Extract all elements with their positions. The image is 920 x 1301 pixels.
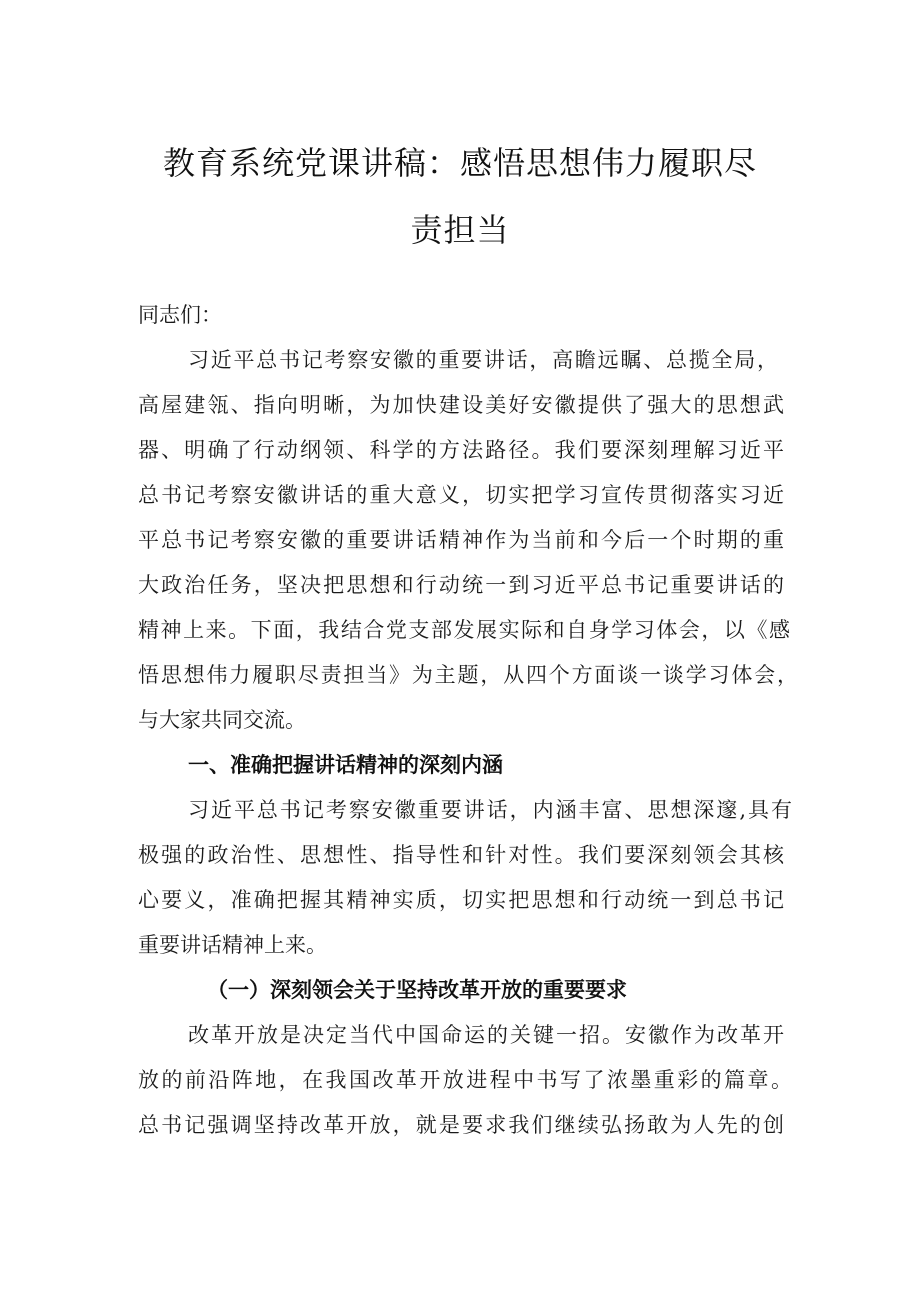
para3-line-1: 改革开放是决定当代中国命运的关键一招。安徽作为改革开 bbox=[188, 1023, 784, 1047]
para1-line-8: 悟思想伟力履职尽责担当》为主题，从四个方面谈一谈学习体会， bbox=[138, 663, 798, 687]
para2-line-1: 习近平总书记考察安徽重要讲话，内涵丰富、思想深邃,具有 bbox=[188, 798, 792, 822]
document-title-line-2: 责担当 bbox=[410, 211, 510, 249]
para1-line-4: 总书记考察安徽讲话的重大意义，切实把学习宣传贯彻落实习近 bbox=[138, 483, 784, 507]
para1-line-5: 平总书记考察安徽的重要讲话精神作为当前和今后一个时期的重 bbox=[138, 528, 784, 552]
para1-line-6: 大政治任务，坚决把思想和行动统一到习近平总书记重要讲话的 bbox=[138, 573, 784, 597]
document-title-line-1: 教育系统党课讲稿：感悟思想伟力履职尽 bbox=[162, 144, 757, 182]
para3-line-2: 放的前沿阵地，在我国改革开放进程中书写了浓墨重彩的篇章。 bbox=[138, 1068, 792, 1092]
section-heading-1: 一、准确把握讲话精神的深刻内涵 bbox=[188, 752, 503, 777]
para2-line-3: 心要义，准确把握其精神实质，切实把思想和行动统一到总书记 bbox=[138, 888, 784, 912]
para1-line-2: 高屋建瓴、指向明晰，为加快建设美好安徽提供了强大的思想武 bbox=[138, 393, 784, 417]
para1-line-7: 精神上来。下面，我结合党支部发展实际和自身学习体会，以《感 bbox=[138, 618, 790, 642]
para1-line-3: 器、明确了行动纲领、科学的方法路径。我们要深刻理解习近平 bbox=[138, 438, 784, 462]
salutation: 同志们： bbox=[138, 303, 222, 327]
para1-line-9: 与大家共同交流。 bbox=[138, 708, 306, 732]
para2-line-4: 重要讲话精神上来。 bbox=[138, 933, 327, 957]
subsection-heading-1: （一）深刻领会关于坚持改革开放的重要要求 bbox=[207, 977, 627, 1002]
para1-line-1: 习近平总书记考察安徽的重要讲话，高瞻远瞩、总揽全局， bbox=[188, 348, 778, 372]
para3-line-3: 总书记强调坚持改革开放，就是要求我们继续弘扬敢为人先的创 bbox=[138, 1113, 784, 1137]
para2-line-2: 极强的政治性、思想性、指导性和针对性。我们要深刻领会其核 bbox=[138, 843, 784, 867]
